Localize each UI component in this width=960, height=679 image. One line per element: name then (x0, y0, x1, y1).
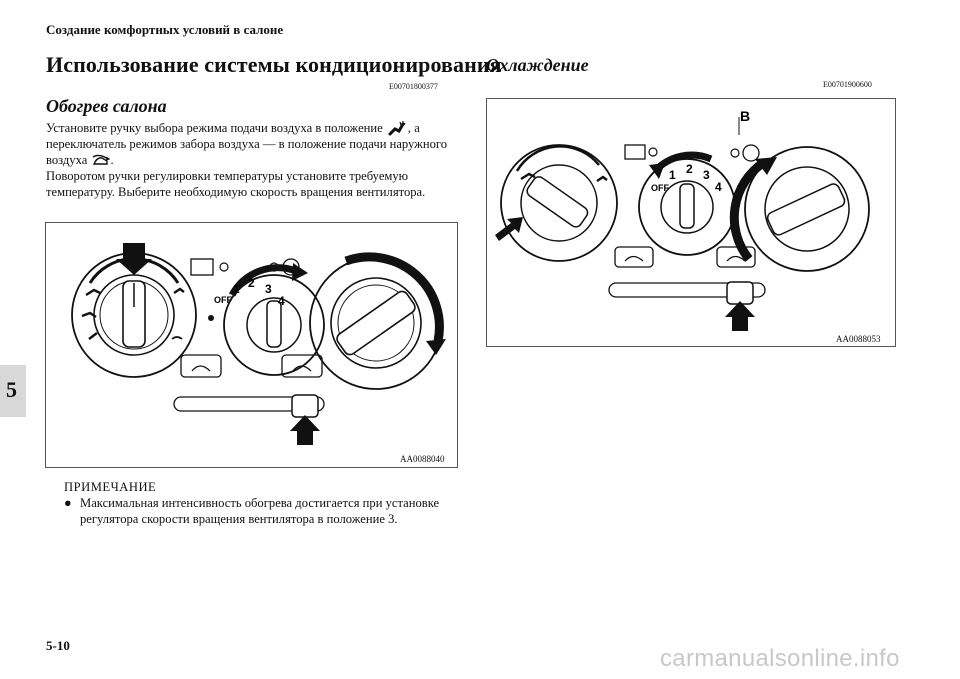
cooling-fan-speed-3: 3 (703, 168, 710, 182)
running-header: Создание комфортных условий в салоне (46, 22, 284, 37)
cooling-fan-speed-4: 4 (715, 180, 722, 194)
watermark: carmanualsonline.info (660, 645, 900, 672)
heating-control-panel-illustration (46, 223, 457, 467)
cooling-control-panel-illustration (487, 99, 895, 346)
heating-text-part-c: . (110, 153, 114, 167)
heating-figure-code: AA0088040 (400, 454, 445, 464)
label-b: B (740, 108, 751, 124)
heating-paragraph-2: Поворотом ручки регулировки температуры установите требуемую температуру. Выберите необходимую скорость вращения вентилятора. (46, 169, 426, 199)
fan-speed-1: 1 (233, 282, 240, 296)
heating-paragraph-1 (46, 120, 456, 168)
cooling-title: Охлаждение (486, 55, 589, 75)
heating-figure (45, 222, 458, 468)
note-body (64, 495, 444, 527)
section-code: E00701800377 (389, 82, 438, 91)
fan-off-label: OFF (214, 295, 232, 305)
note-title: ПРИМЕЧАНИЕ (64, 480, 157, 494)
heating-text (46, 120, 456, 200)
fan-speed-2: 2 (248, 276, 255, 290)
cooling-figure (486, 98, 896, 347)
section-title: Использование системы кондиционирования (46, 52, 502, 77)
note-bullet: ● (64, 496, 72, 510)
chapter-tab (0, 365, 26, 417)
cooling-fan-off-label: OFF (651, 183, 669, 193)
heating-text-part-a: Установите ручку выбора режима подачи воздуха в положение (46, 121, 383, 135)
fan-speed-3: 3 (265, 282, 272, 296)
note-text: Максимальная интенсивность обогрева достигается при установке регулятора скорости вращения вентилятора в положение 3. (80, 496, 440, 526)
cooling-fan-speed-1: 1 (669, 168, 676, 182)
cooling-fan-speed-2: 2 (686, 162, 693, 176)
heating-title: Обогрев салона (46, 96, 167, 116)
cooling-figure-code: AA0088053 (836, 334, 881, 344)
cooling-code: E00701900600 (823, 80, 872, 89)
foot-vent-icon (386, 120, 408, 136)
chapter-number: 5 (6, 377, 17, 402)
page-number: 5-10 (46, 638, 70, 653)
fan-speed-4: 4 (278, 294, 285, 308)
fresh-air-icon (91, 154, 111, 168)
heating-text-part-b: , а переключатель режимов забора воздуха — в положение подачи наружного воздуха (46, 121, 448, 167)
